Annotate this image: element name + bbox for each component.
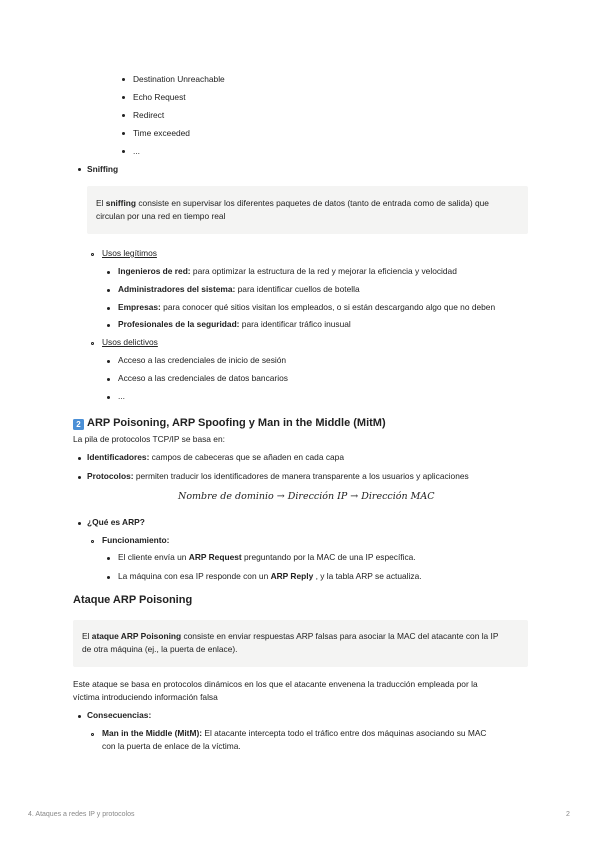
section-heading-arp: 2 ARP Poisoning, ARP Spoofing y Man in the Middle (MitM) bbox=[73, 416, 386, 430]
list-item: Empresas: para conocer qué sitios visitan los empleados, o si están descargando algo que no deben bbox=[118, 302, 496, 312]
bullet-circle bbox=[91, 253, 94, 256]
bullet bbox=[122, 132, 125, 135]
list-item: Protocolos: permiten traducir los identificadores de manera transparente a los usuarios y aplicaciones bbox=[87, 471, 469, 481]
bullet bbox=[107, 396, 110, 399]
bullet bbox=[107, 289, 110, 292]
callout-line: El sniffing consiste en supervisar los diferentes paquetes de datos (tanto de entrada como de salida) que bbox=[96, 198, 489, 208]
list-item: Profesionales de la seguridad: para identificar tráfico inusual bbox=[118, 319, 351, 329]
list-item: Ingenieros de red: para optimizar la estructura de la red y mejorar la eficiencia y velocidad bbox=[118, 266, 457, 276]
bullet bbox=[78, 457, 81, 460]
bullet bbox=[78, 168, 81, 171]
callout-line: de otra máquina (ej., la puerta de enlace). bbox=[82, 644, 238, 654]
bullet bbox=[107, 557, 110, 560]
page-number: 2 bbox=[566, 811, 570, 818]
bullet bbox=[122, 96, 125, 99]
list-item: Identificadores: campos de cabeceras que se añaden en cada capa bbox=[87, 452, 344, 462]
section-heading-sniffing: Sniffing bbox=[87, 164, 119, 174]
bullet-circle bbox=[91, 540, 94, 543]
bullet bbox=[107, 360, 110, 363]
list-item: Acceso a las credenciales de inicio de sesión bbox=[118, 355, 287, 365]
callout-poisoning bbox=[73, 620, 528, 667]
list-item: ¿Qué es ARP? bbox=[87, 517, 145, 527]
list-item-continuation: con la puerta de enlace de la víctima. bbox=[102, 741, 241, 751]
number-badge-icon: 2 bbox=[73, 419, 84, 430]
callout-line: circulan por una red en tiempo real bbox=[96, 211, 226, 221]
bullet bbox=[122, 114, 125, 117]
bullet bbox=[107, 324, 110, 327]
sublist-label-legit: Usos legítimos bbox=[102, 248, 157, 258]
list-item: Echo Request bbox=[133, 92, 186, 102]
callout-line: El ataque ARP Poisoning consiste en enviar respuestas ARP falsas para asociar la MAC del atacante con la IP bbox=[82, 631, 499, 641]
list-item: ... bbox=[118, 391, 125, 401]
bullet-circle bbox=[91, 733, 94, 736]
bullet bbox=[78, 715, 81, 718]
list-item: Funcionamiento: bbox=[102, 535, 170, 545]
bullet bbox=[122, 150, 125, 153]
sublist-label-crim: Usos delictivos bbox=[102, 337, 158, 347]
paragraph: La pila de protocolos TCP/IP se basa en: bbox=[73, 434, 225, 444]
list-item: La máquina con esa IP responde con un ARP Reply , y la tabla ARP se actualiza. bbox=[118, 571, 422, 581]
paragraph-line: Este ataque se basa en protocolos dinámicos en los que el atacante envenena la traducción empleada por la bbox=[73, 679, 478, 689]
bullet bbox=[107, 271, 110, 274]
formula: Nombre de dominio → Dirección IP → Dirección MAC bbox=[178, 491, 435, 502]
bullet-circle bbox=[91, 342, 94, 345]
callout-sniffing bbox=[87, 186, 528, 234]
bullet bbox=[107, 576, 110, 579]
list-item: ... bbox=[133, 146, 140, 156]
list-item: Consecuencias: bbox=[87, 710, 152, 720]
list-item: Acceso a las credenciales de datos bancarios bbox=[118, 373, 288, 383]
bullet bbox=[122, 78, 125, 81]
list-item: El cliente envía un ARP Request preguntando por la MAC de una IP específica. bbox=[118, 552, 416, 562]
bullet bbox=[107, 307, 110, 310]
list-item: Time exceeded bbox=[133, 128, 190, 138]
bullet bbox=[78, 522, 81, 525]
section-heading-poisoning: Ataque ARP Poisoning bbox=[73, 594, 193, 606]
list-item: Man in the Middle (MitM): El atacante intercepta todo el tráfico entre dos máquinas asociando su MAC bbox=[102, 728, 487, 738]
list-item: Destination Unreachable bbox=[133, 74, 225, 84]
bullet bbox=[78, 476, 81, 479]
paragraph-line: víctima introduciendo información falsa bbox=[73, 692, 218, 702]
footer-chapter: 4. Ataques a redes IP y protocolos bbox=[28, 811, 135, 818]
bullet bbox=[107, 378, 110, 381]
list-item: Administradores del sistema: para identificar cuellos de botella bbox=[118, 284, 360, 294]
list-item: Redirect bbox=[133, 110, 165, 120]
